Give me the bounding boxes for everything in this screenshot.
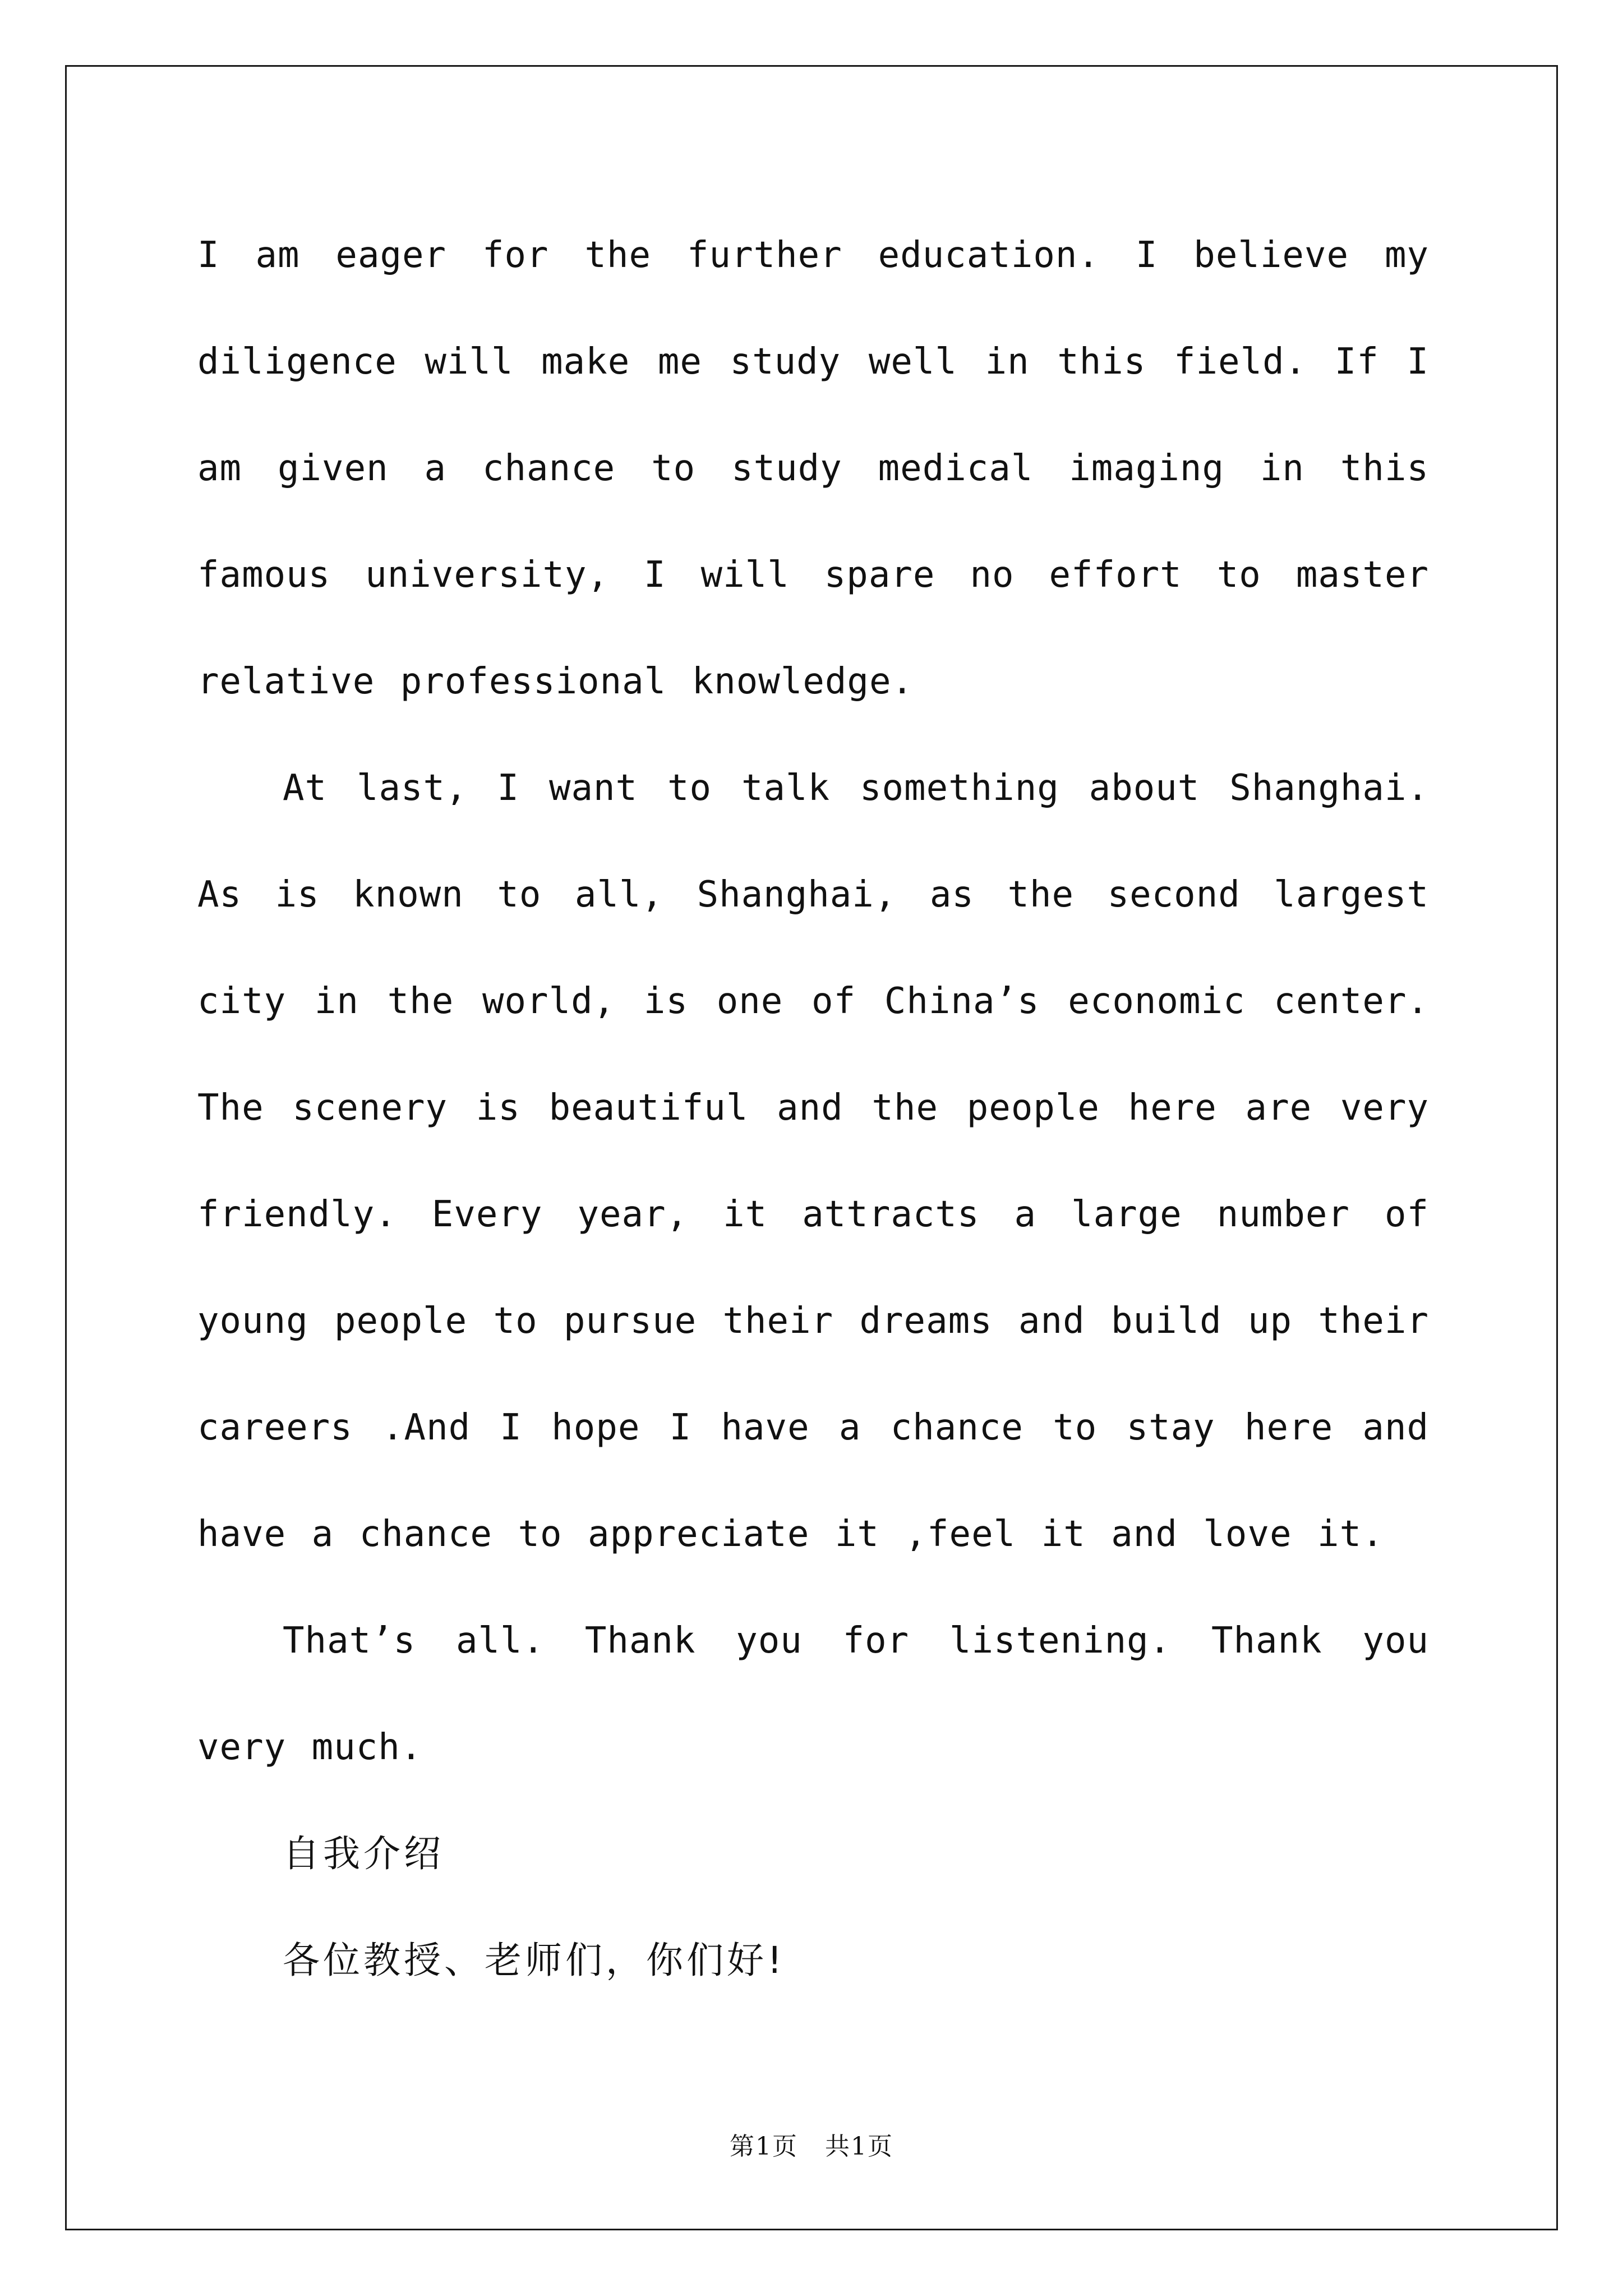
page-number-current: 第1页 (730, 2132, 798, 2161)
paragraph-shanghai: At last, I want to talk something about Shanghai. As is known to all, Shanghai, as the second largest city in the world, is one of China’s economic center. The scenery is beautiful and the people here are very friendly. Every year, it attracts a large number of young people to pursue their dreams and build up their careers .And I hope I have a chance to stay here and have a chance to appreciate it ,feel it and love it. (197, 767, 1429, 1555)
paragraph-greeting: 各位教授、老师们，你们好! (283, 1939, 786, 1982)
paragraph-further-education: I am eager for the further education. I believe my diligence will make me study well in this field. If I am given a chance to study medical imaging in this famous university, I will spare no effort to master relative professional knowledge. (197, 234, 1429, 702)
page-footer (0, 2126, 1623, 2162)
page-number-total: 共1页 (825, 2132, 893, 2161)
document-body (197, 202, 1429, 2014)
paragraph-closing: That’s all. Thank you for listening. Thank you very much. (197, 1620, 1429, 1768)
heading-self-introduction: 自我介绍 (283, 1832, 444, 1875)
